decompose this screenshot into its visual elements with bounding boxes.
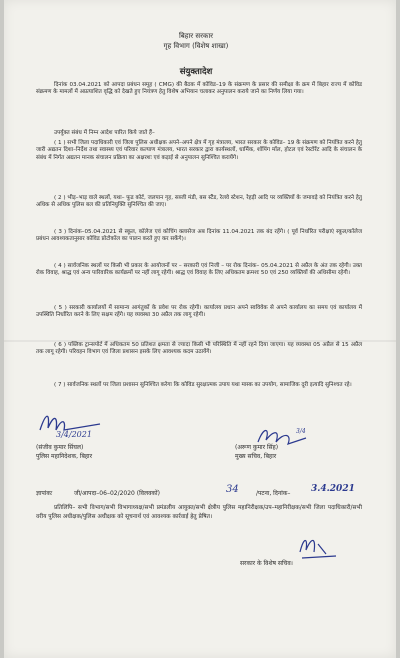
header-government: बिहार सरकार [178,32,214,40]
special-secretary-title: सरकार के विशेष सचिव। [240,560,293,567]
memo-ref-label: ज्ञापांकः [36,490,53,497]
memo-ref-value: जी/आपदा–06–02/2020 (विलवकों) [74,490,160,497]
dgp-signature-date: 3/4/2021 [56,430,92,439]
order-point-7: ( 7 ) सार्वजनिक स्थलों पर जिला प्रशासन सुनिश्चित करेगा कि कोविड सुरक्षात्मक उपाय यथा मास्क का उपयोग, सामाजिक दूरी इत्यादि सुनिश्चत रहे। [54,382,352,388]
chief-secretary-name: (अरूण कुमार सिंह) [235,444,279,451]
dgp-name: (संजीव कुमार सिंघल) [36,444,84,451]
orders-lead: उपर्युक्त संबंध में निम्न आदेश पारित किये जाते हैं– [54,130,155,136]
chief-secretary-title: मुख्य सचिव, बिहार [235,453,277,460]
order-point-6: ( 6 ) पब्लिक ट्रान्सपोर्ट में अधिकतम 50 प्रतिशत क्षमता से ज्यादा किसी भी परिस्थिति में नहीं रहने दिया जाएगा। यह व्यवस्था 05 अप्रैल से 15 अप्रैल तक लागू रहेगी। परिवहन विभाग एवं जिला प्रशासन इसके लिए आवश्यक कदम उठायेंगे। [36,342,362,356]
order-point-5: ( 5 ) सरकारी कार्यालयों में सामान्य आगंतुकों के प्रवेश पर रोक रहेगी। कार्यालय प्रधान अपने स्वविवेक से अपने कार्यालय का समय एवं कार्यालय में उपस्थिति निर्धारित करने के लिए सक्षम रहेंगे। यह व्यवस्था 30 अप्रैल तक लागू रहेगी। [36,305,362,319]
order-point-2: ( 2 ) भीड़–भाड़ वाले स्थलों, यथा– फूड कोर्ट, जलपान गृह, सब्जी मंडी, बस स्टैंड, रेलवे स्टेशन, रेहड़ी आदि पर व्यक्तियों के जमावड़े को नियंत्रित करने हेतु अधिक से अधिक पुलिस बल की प्रतिनियुक्ति सुनिश्चित की जाए। [36,195,362,209]
special-secretary-signature-scribble [296,532,340,566]
distribution-paragraph: प्रतिलिपि– सभी विभाग/सभी विभागाध्यक्ष/सभी प्रमंडलीय आयुक्त/सभी क्षेत्रीय पुलिस महानिरीक्षक/उप–महानिरीक्षक/सभी जिला पदाधिकारी/सभी वरीय पुलिस अधीक्षक/पुलिस अधीक्षक को सूचनार्थ एवं आवश्यक कार्रवाई हेतु प्रेषित। [36,505,362,520]
memo-place-date-label: /पटना, दिनांक– [256,490,291,497]
dgp-title: पुलिस महानिदेशक, बिहार [36,453,93,460]
header-department: गृह विभाग (विशेष शाखा) [163,42,229,50]
order-point-3: ( 3 ) दिनांक–05.04.2021 से स्कूल, कॉलेज एवं कोचिंग क्लासेज अब दिनांक 11.04.2021 तक बंद रहेंगे। ( पूर्व निर्धारित परीक्षाएं स्कूल/कॉलेज प्रबंधन आवश्यकतानुसार कोविड प्रोटोकॉल का पालन करते हुए कर सकेंगे)। [36,229,362,243]
order-point-4: ( 4 ) सार्वजनिक स्थलों पर किसी भी प्रकार के आयोजनों पर – सरकारी एवं निजी – पर रोक दिनांक– 05.04.2021 से अप्रैल के अंत तक रहेगी। उक्त रोक विवाह, श्राद्ध एवं अन्य पारिवारिक कार्यक्रमों पर नहीं लागू रहेगी। श्राद्ध एवं विवाह के लिए अधिकतम क्रमशः 50 एवं 250 व्यक्तियों की अधिसीमा रहेगी। [36,263,362,277]
memo-ref-number: 34 [226,484,239,495]
chief-secretary-signature-date: 3/4 [296,428,306,435]
order-point-1: ( 1 ) सभी जिला पदाधिकारी एवं जिला पुलिस अधीक्षक अपने–अपने क्षेत्र में गृह मंत्रालय, भारत सरकार के कोविड– 19 के संक्रमण को नियंत्रित करने हेतु जारी अद्यतन दिशा–निर्देश तथा स्वास्थ्य एवं परिवार कल्याण मंत्रालय, भारत सरकार द्वारा कार्यस्थलों, धार्मिक, शॉपिंग मॉल, होटल एवं रेस्टोरेंट आदि के संचालन के संबंध में निर्गत अद्यतन मानक संचालन प्रक्रिया का अक्षरशः एवं कड़ाई से अनुपालन सुनिश्चित करायेंगे। [36,140,362,161]
memo-date: 3.4.2021 [311,484,355,494]
order-title: संयुक्तादेश [179,67,213,77]
intro-paragraph: दिनांक 03.04.2021 को आपदा प्रबंधन समूह ( CMG) की बैठक में कोविड–19 के संक्रमण के प्रसार की समीक्षा के क्रम में बिहार राज्य में कोविड संक्रमण के मामलों में अप्रत्याशित वृद्धि को देखते हुए नियंत्रण हेतु विशेष अभियान चलाकर अनुपालन कराये जाने का निर्णय लिया गया। [36,82,362,96]
